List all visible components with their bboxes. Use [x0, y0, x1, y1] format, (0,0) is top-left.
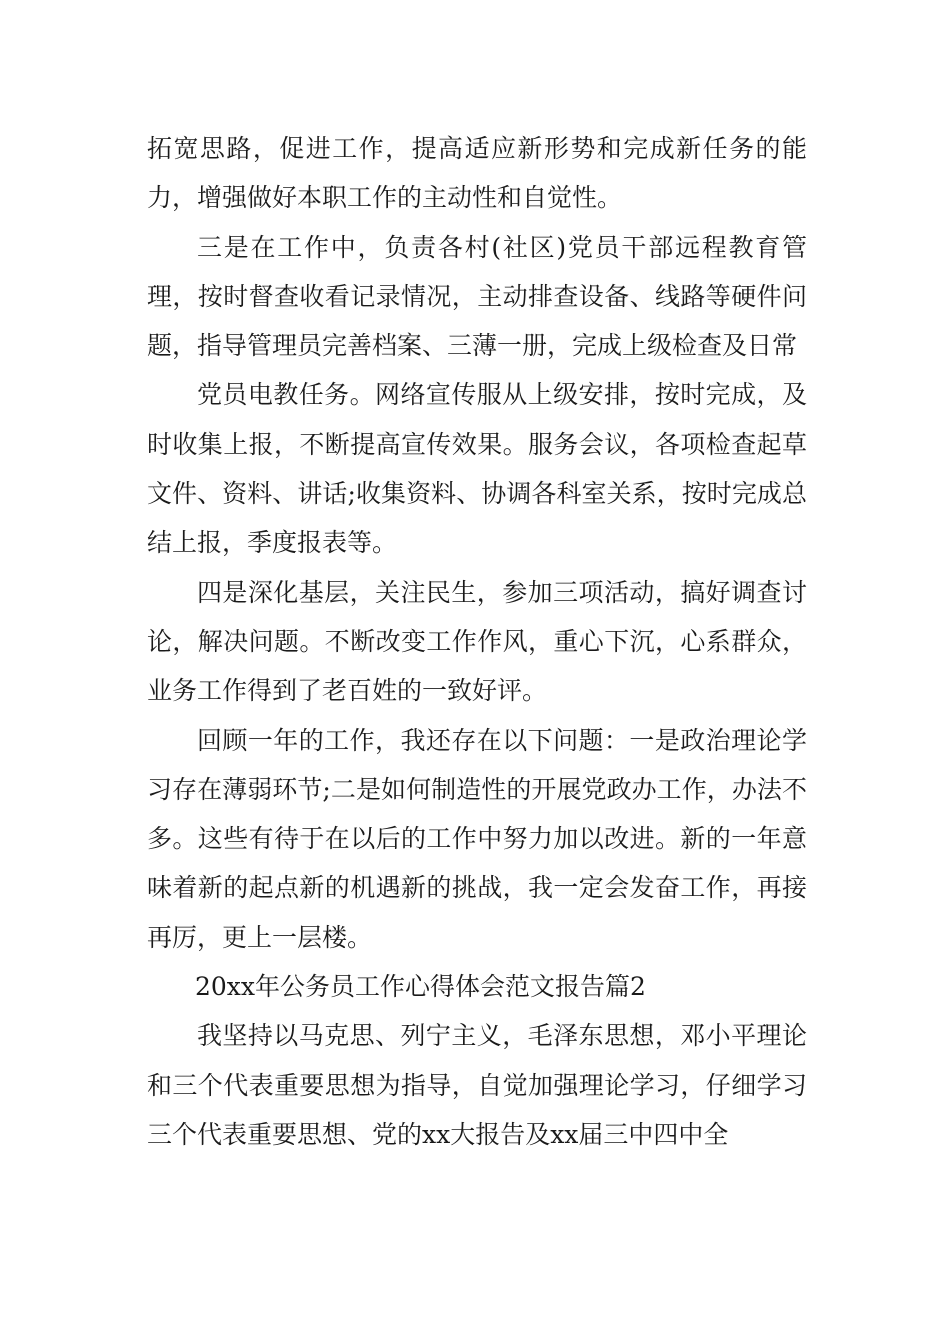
document-page: [147, 124, 807, 1159]
paragraph-item-three: 三是在工作中，负责各村(社区)党员干部远程教育管理，按时督查收看记录情况，主动排查设备、线路等硬件问题，指导管理员完善档案、三薄一册，完成上级检查及日常: [147, 232, 807, 361]
section-heading: 20xx年公务员工作心得体会范文报告篇2: [195, 972, 646, 1002]
paragraph-section-two-intro: 我坚持以马克思、列宁主义，毛泽东思想，邓小平理论和三个代表重要思想为指导，自觉加强理论学习，仔细学习三个代表重要思想、党的xx大报告及xx届三中四中全: [147, 1021, 807, 1149]
paragraph-item-four: 四是深化基层，关注民生，参加三项活动，搞好调查讨论，解决问题。不断改变工作作风，重心下沉，心系群众，业务工作得到了老百姓的一致好评。: [147, 577, 807, 706]
paragraph-review: 回顾一年的工作，我还存在以下问题：一是政治理论学习存在薄弱环节;二是如何制造性的开展党政办工作，办法不多。这些有待于在以后的工作中努力加以改进。新的一年意味着新的起点新的机遇新的挑战，我一定会发奋工作，再接再厉，更上一层楼。: [147, 725, 807, 952]
paragraph-continued: 拓宽思路，促进工作，提高适应新形势和完成新任务的能力，增强做好本职工作的主动性和自觉性。: [147, 134, 807, 213]
paragraph-e-learning-tasks: 党员电教任务。网络宣传服从上级安排，按时完成，及时收集上报，不断提高宣传效果。服务会议，各项检查起草文件、资料、讲话;收集资料、协调各科室关系，按时完成总结上报，季度报表等。: [147, 380, 807, 558]
